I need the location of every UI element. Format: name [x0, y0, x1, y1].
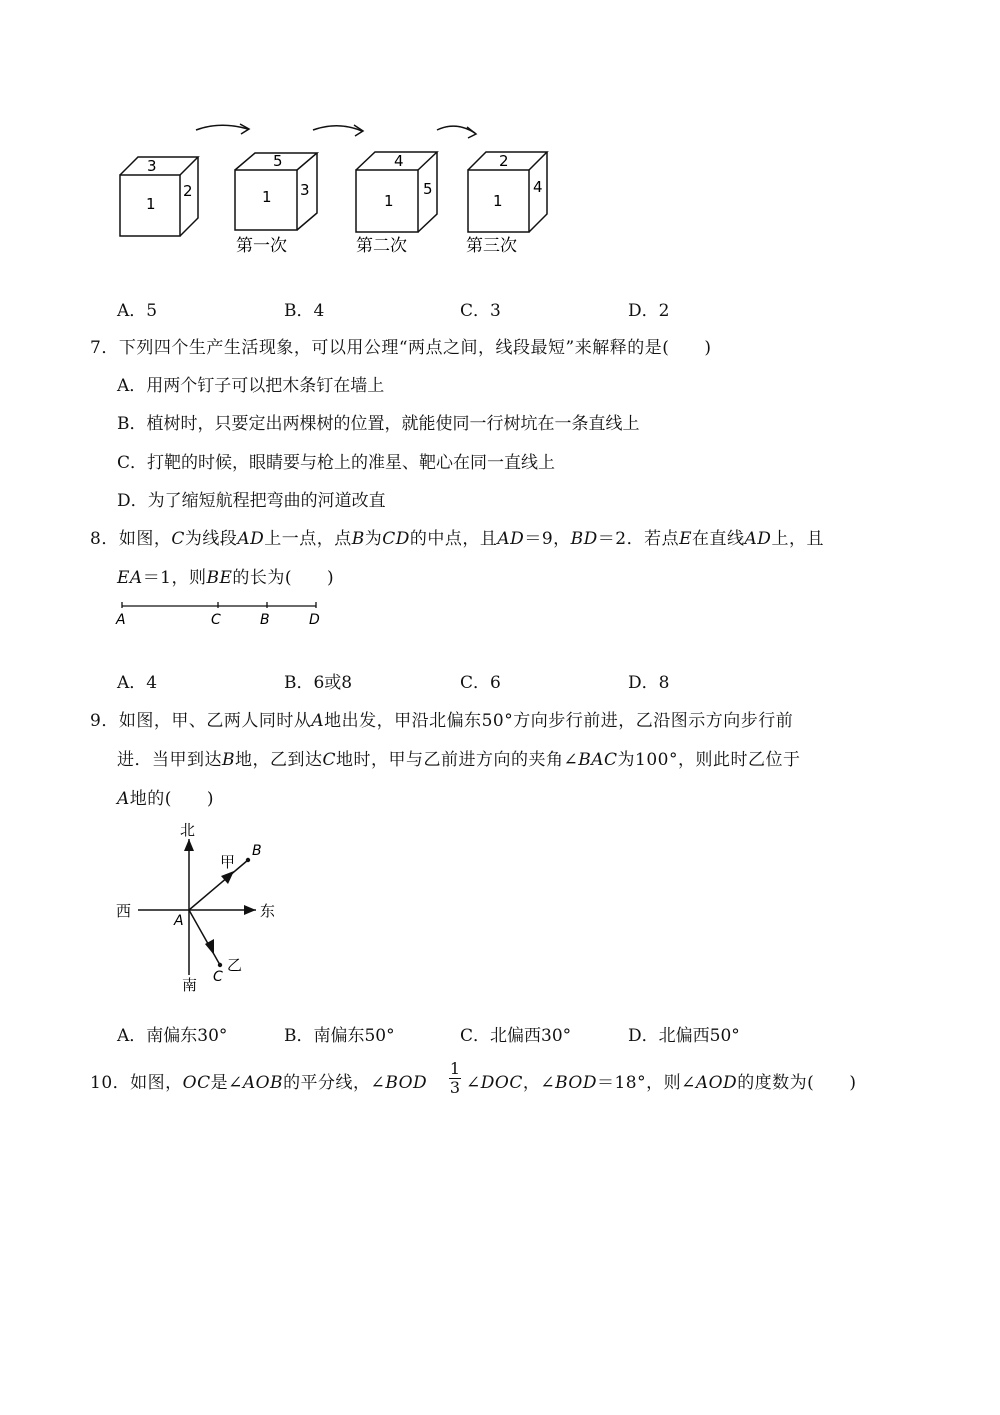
path-yi — [189, 910, 220, 965]
cube-third-top: 2 — [499, 152, 509, 170]
rotation-arrow-icon — [196, 124, 249, 134]
label-b: B — [252, 843, 262, 859]
label-c: C — [213, 969, 223, 985]
q8-stem-line2: EA＝1，则BE的长为( ) — [117, 568, 335, 588]
cube-second-side: 5 — [423, 180, 433, 198]
q10-stem-rest: ∠DOC，∠BOD＝18°，则∠AOD的度数为( ) — [466, 1073, 857, 1093]
fraction-denominator: 3 — [449, 1078, 461, 1097]
label-jia: 甲 — [220, 853, 236, 871]
q6-option-b[interactable]: B．4 — [284, 301, 325, 321]
q8-option-d[interactable]: D．8 — [628, 673, 670, 693]
q8-segment-figure — [112, 596, 332, 632]
q8-option-c[interactable]: C．6 — [460, 673, 501, 693]
point-b — [246, 858, 250, 862]
cube-rotation-figure — [100, 115, 580, 265]
label-west: 西 — [116, 902, 132, 920]
label-south: 南 — [182, 976, 198, 994]
q9-option-b[interactable]: B．南偏东50° — [284, 1026, 395, 1046]
rotation-arrow-icon — [313, 125, 363, 136]
q9-option-d[interactable]: D．北偏西50° — [628, 1026, 740, 1046]
label-b: B — [260, 612, 270, 628]
label-north: 北 — [180, 821, 196, 839]
q8-option-a[interactable]: A．4 — [117, 673, 158, 693]
cube-first-label: 第一次 — [236, 236, 287, 256]
q9-stem-line1: 9．如图，甲、乙两人同时从A地出发，甲沿北偏东50°方向步行前进，乙沿图示方向步行前 — [90, 711, 794, 731]
fraction-numerator: 1 — [449, 1059, 461, 1078]
q7-stem: 7．下列四个生产生活现象，可以用公理“两点之间，线段最短”来解释的是( ) — [90, 338, 712, 358]
q9-option-a[interactable]: A．南偏东30° — [117, 1026, 228, 1046]
cube-initial-front: 1 — [146, 195, 156, 213]
q10-stem: 10．如图，OC是∠AOB的平分线，∠BOD — [90, 1073, 428, 1093]
cube-initial-side: 2 — [183, 182, 193, 200]
label-a: A — [174, 913, 184, 929]
q9-compass-figure — [110, 815, 290, 1000]
q7-option-d[interactable]: D．为了缩短航程把弯曲的河道改直 — [117, 491, 386, 511]
cube-initial-top: 3 — [147, 157, 157, 175]
label-a: A — [116, 612, 126, 628]
q8-stem-line1: 8．如图，C为线段AD上一点，点B为CD的中点，且AD＝9，BD＝2．若点E在直线AD上，且 — [90, 529, 824, 549]
cube-second-front: 1 — [384, 192, 394, 210]
q6-option-c[interactable]: C．3 — [460, 301, 501, 321]
cube-second-top: 4 — [394, 152, 404, 170]
q9-stem-line3: A地的( ) — [117, 789, 215, 809]
east-arrow-icon — [244, 905, 256, 915]
q6-option-a[interactable]: A．5 — [117, 301, 158, 321]
q7-option-c[interactable]: C．打靶的时候，眼睛要与枪上的准星、靶心在同一直线上 — [117, 453, 556, 473]
cube-second-label: 第二次 — [356, 236, 407, 256]
q7-option-a[interactable]: A．用两个钉子可以把木条钉在墙上 — [117, 376, 385, 396]
q7-option-b[interactable]: B．植树时，只要定出两棵树的位置，就能使同一行树坑在一条直线上 — [117, 414, 640, 434]
point-c — [218, 963, 222, 967]
q6-option-d[interactable]: D．2 — [628, 301, 670, 321]
cube-first-side: 3 — [300, 181, 310, 199]
q9-option-c[interactable]: C．北偏西30° — [460, 1026, 572, 1046]
q10-fraction — [449, 1060, 461, 1097]
cube-third-side: 4 — [533, 178, 543, 196]
q9-stem-line2: 进．当甲到达B地，乙到达C地时，甲与乙前进方向的夹角∠BAC为100°，则此时乙位于 — [117, 750, 801, 770]
cube-third-front: 1 — [493, 192, 503, 210]
rotation-arrow-icon — [437, 126, 476, 138]
label-d: D — [309, 612, 320, 628]
cube-first-top: 5 — [273, 152, 283, 170]
path-jia — [189, 860, 248, 910]
label-yi: 乙 — [227, 956, 243, 974]
north-arrow-icon — [184, 839, 194, 851]
cube-first-front: 1 — [262, 188, 272, 206]
label-east: 东 — [260, 902, 276, 920]
label-c: C — [211, 612, 221, 628]
cube-third-label: 第三次 — [466, 236, 517, 256]
q8-option-b[interactable]: B．6或8 — [284, 673, 353, 693]
